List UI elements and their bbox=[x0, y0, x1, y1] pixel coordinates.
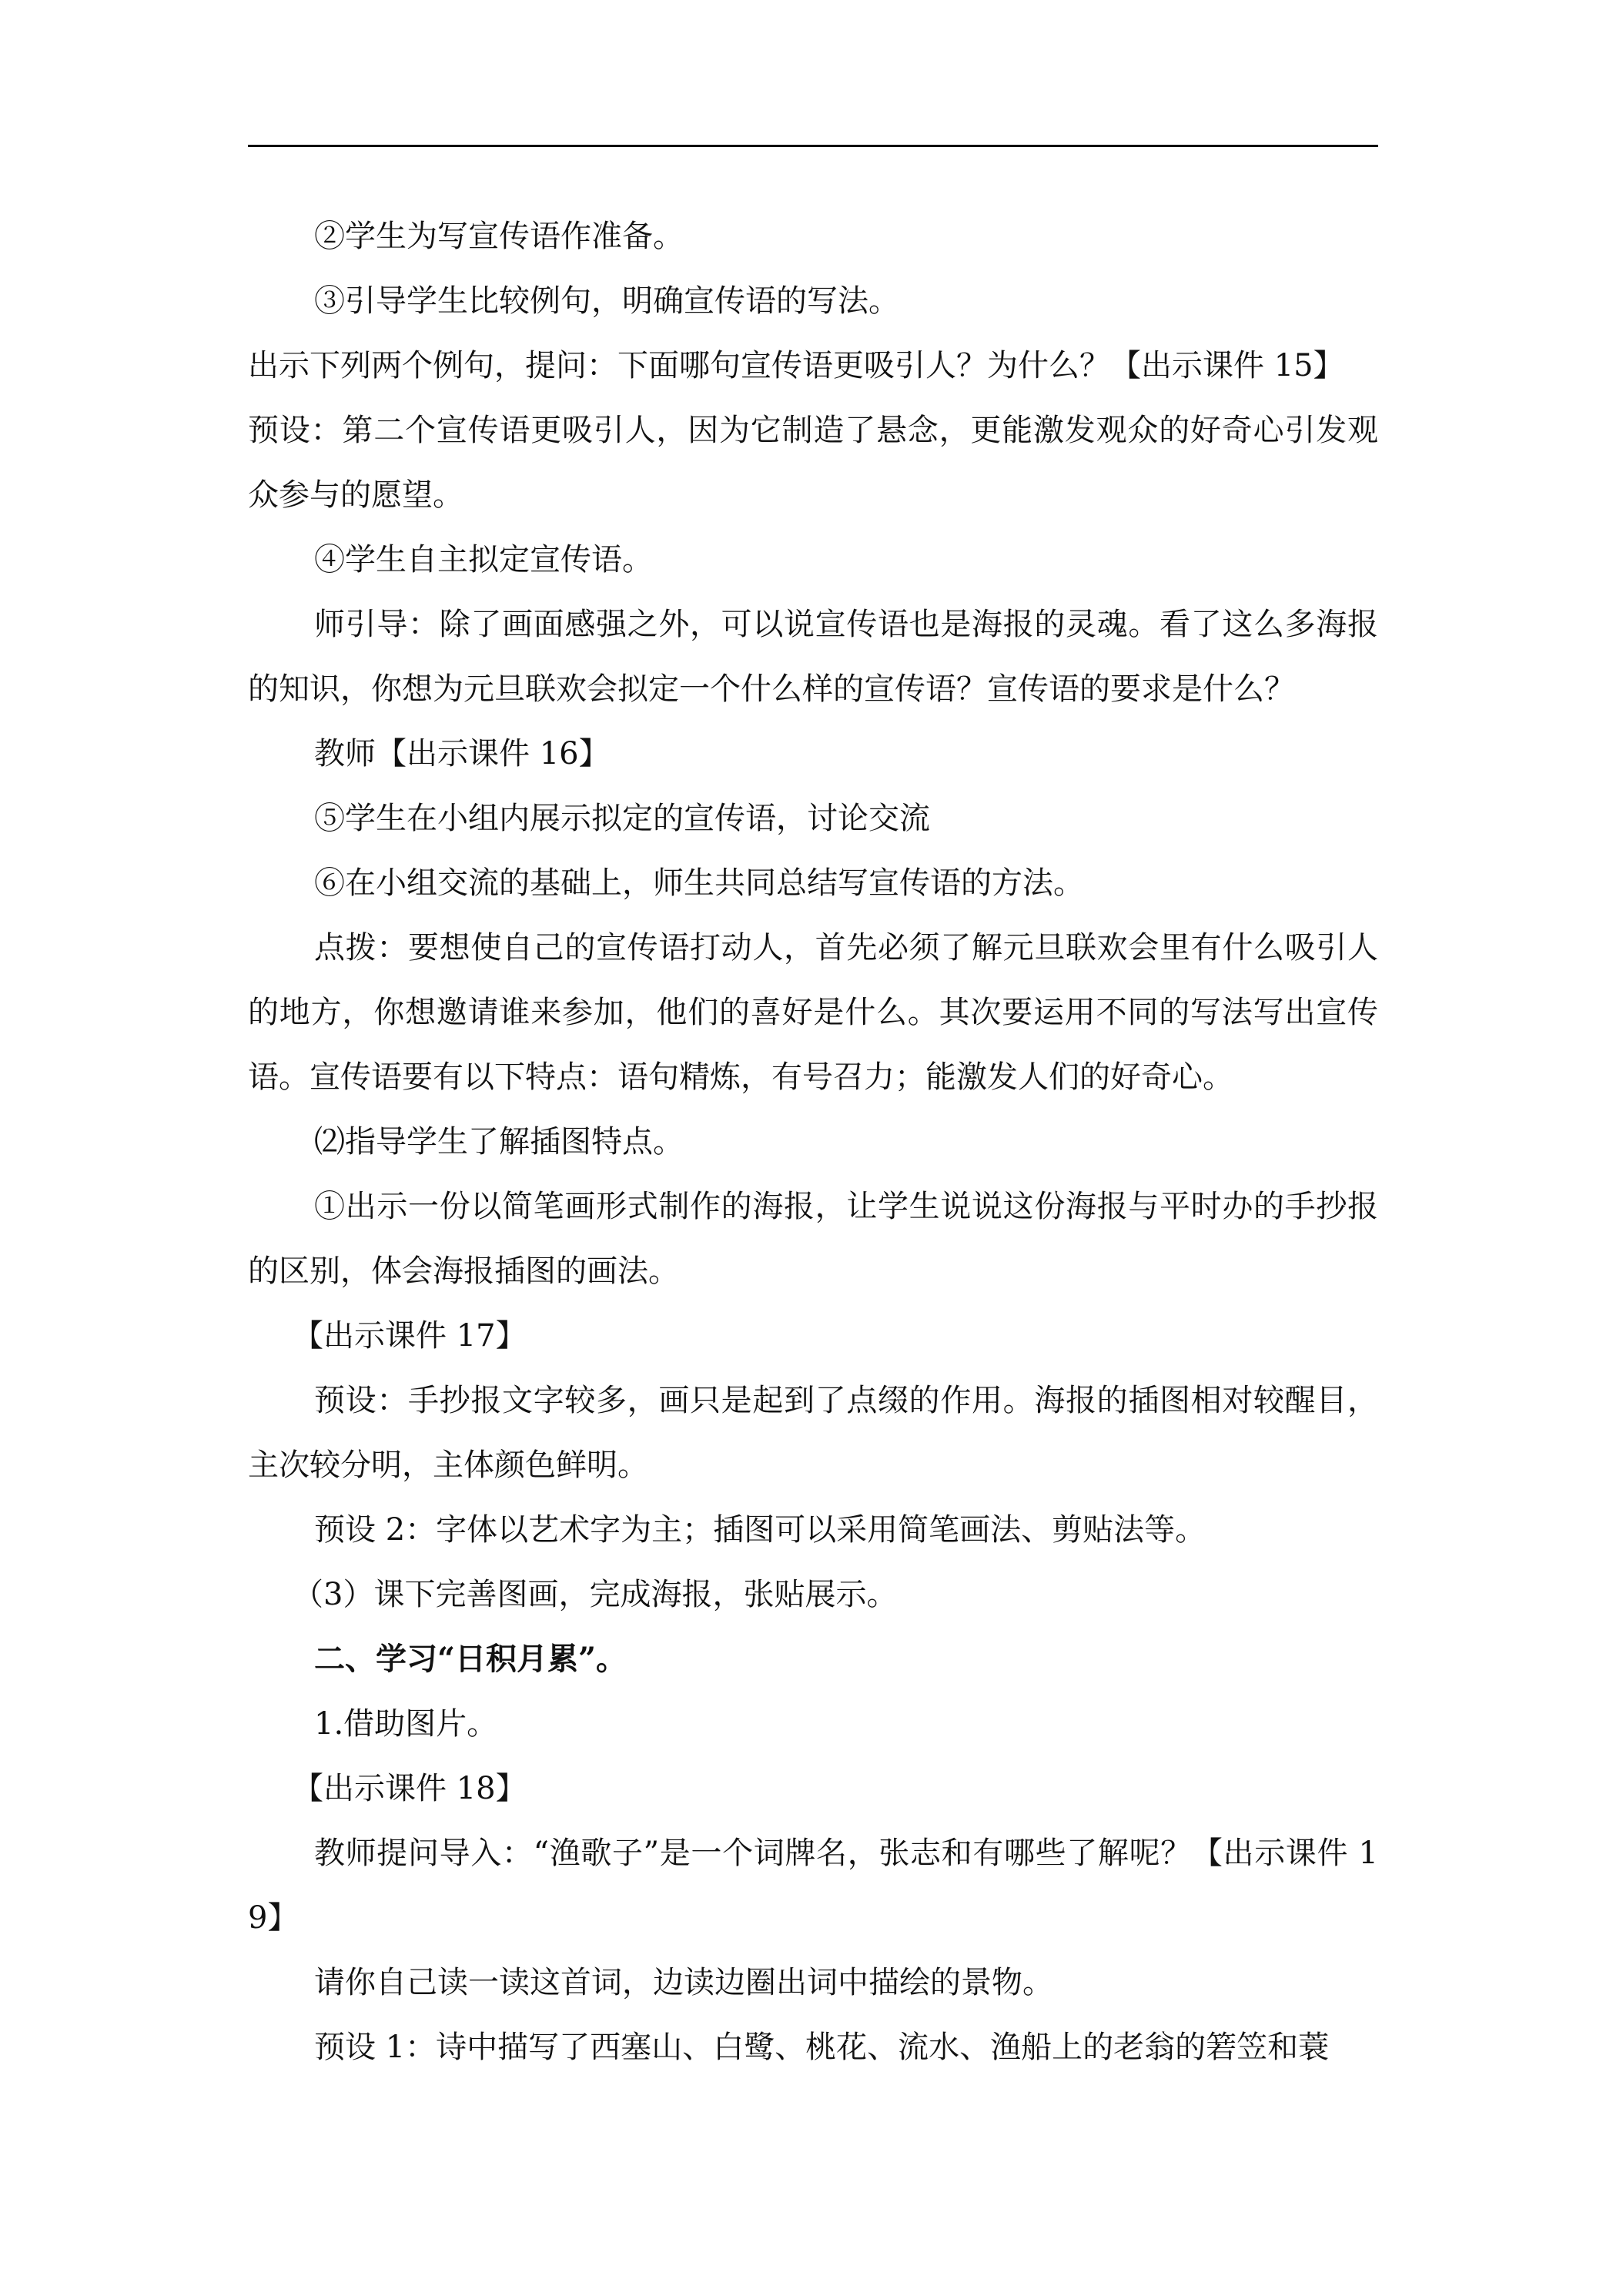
paragraph: 预设 1：诗中描写了西塞山、白鹭、桃花、流水、渔船上的老翁的箬笠和蓑 bbox=[314, 2030, 1330, 2065]
paragraph: ④学生自主拟定宣传语。 bbox=[314, 542, 653, 577]
paragraph: 【出示课件 18】 bbox=[293, 1771, 527, 1806]
paragraph: 【出示课件 17】 bbox=[293, 1318, 527, 1354]
paragraph: ⑤学生在小组内展示拟定的宣传语，讨论交流 bbox=[314, 801, 930, 836]
paragraph: 预设 2：字体以艺术字为主；插图可以采用简笔画法、剪贴法等。 bbox=[314, 1512, 1206, 1548]
paragraph: ⑵指导学生了解插图特点。 bbox=[314, 1124, 684, 1160]
paragraph: 预设：第二个宣传语更吸引人，因为它制造了悬念，更能激发观众的好奇心引发观众参与的愿望。 bbox=[248, 413, 1378, 513]
paragraph: ③引导学生比较例句，明确宣传语的写法。 bbox=[314, 283, 899, 319]
section-heading: 二、学习“日积月累”。 bbox=[314, 1641, 627, 1677]
paragraph: ⑥在小组交流的基础上，师生共同总结写宣传语的方法。 bbox=[314, 865, 1084, 901]
paragraph: 出示下列两个例句，提问：下面哪句宣传语更吸引人？为什么？【出示课件 15】 bbox=[248, 348, 1344, 383]
paragraph: ②学生为写宣传语作准备。 bbox=[314, 219, 684, 254]
paragraph: 请你自己读一读这首词，边读边圈出词中描绘的景物。 bbox=[314, 1965, 1053, 2000]
header-rule bbox=[248, 145, 1378, 147]
paragraph: 师引导：除了画面感强之外，可以说宣传语也是海报的灵魂。看了这么多海报的知识，你想为元旦联欢会拟定一个什么样的宣传语？宣传语的要求是什么？ bbox=[248, 607, 1378, 707]
paragraph: ①出示一份以简笔画形式制作的海报，让学生说说这份海报与平时办的手抄报的区别，体会海报插图的画法。 bbox=[248, 1189, 1378, 1289]
paragraph: 1.借助图片。 bbox=[314, 1706, 498, 1742]
paragraph: 教师提问导入：“渔歌子”是一个词牌名，张志和有哪些了解呢？【出示课件 19】 bbox=[248, 1836, 1378, 1936]
paragraph: （3）课下完善图画，完成海报，张贴展示。 bbox=[293, 1577, 898, 1612]
paragraph: 点拨：要想使自己的宣传语打动人，首先必须了解元旦联欢会里有什么吸引人的地方，你想邀请谁来参加，他们的喜好是什么。其次要运用不同的写法写出宣传语。宣传语要有以下特点：语句精炼，有号召力；能激发人们的好奇心。 bbox=[248, 930, 1378, 1095]
document-body bbox=[248, 204, 1378, 2080]
paragraph: 预设：手抄报文字较多，画只是起到了点缀的作用。海报的插图相对较醒目，主次较分明，主体颜色鲜明。 bbox=[248, 1383, 1378, 1483]
paragraph: 教师【出示课件 16】 bbox=[314, 736, 610, 771]
